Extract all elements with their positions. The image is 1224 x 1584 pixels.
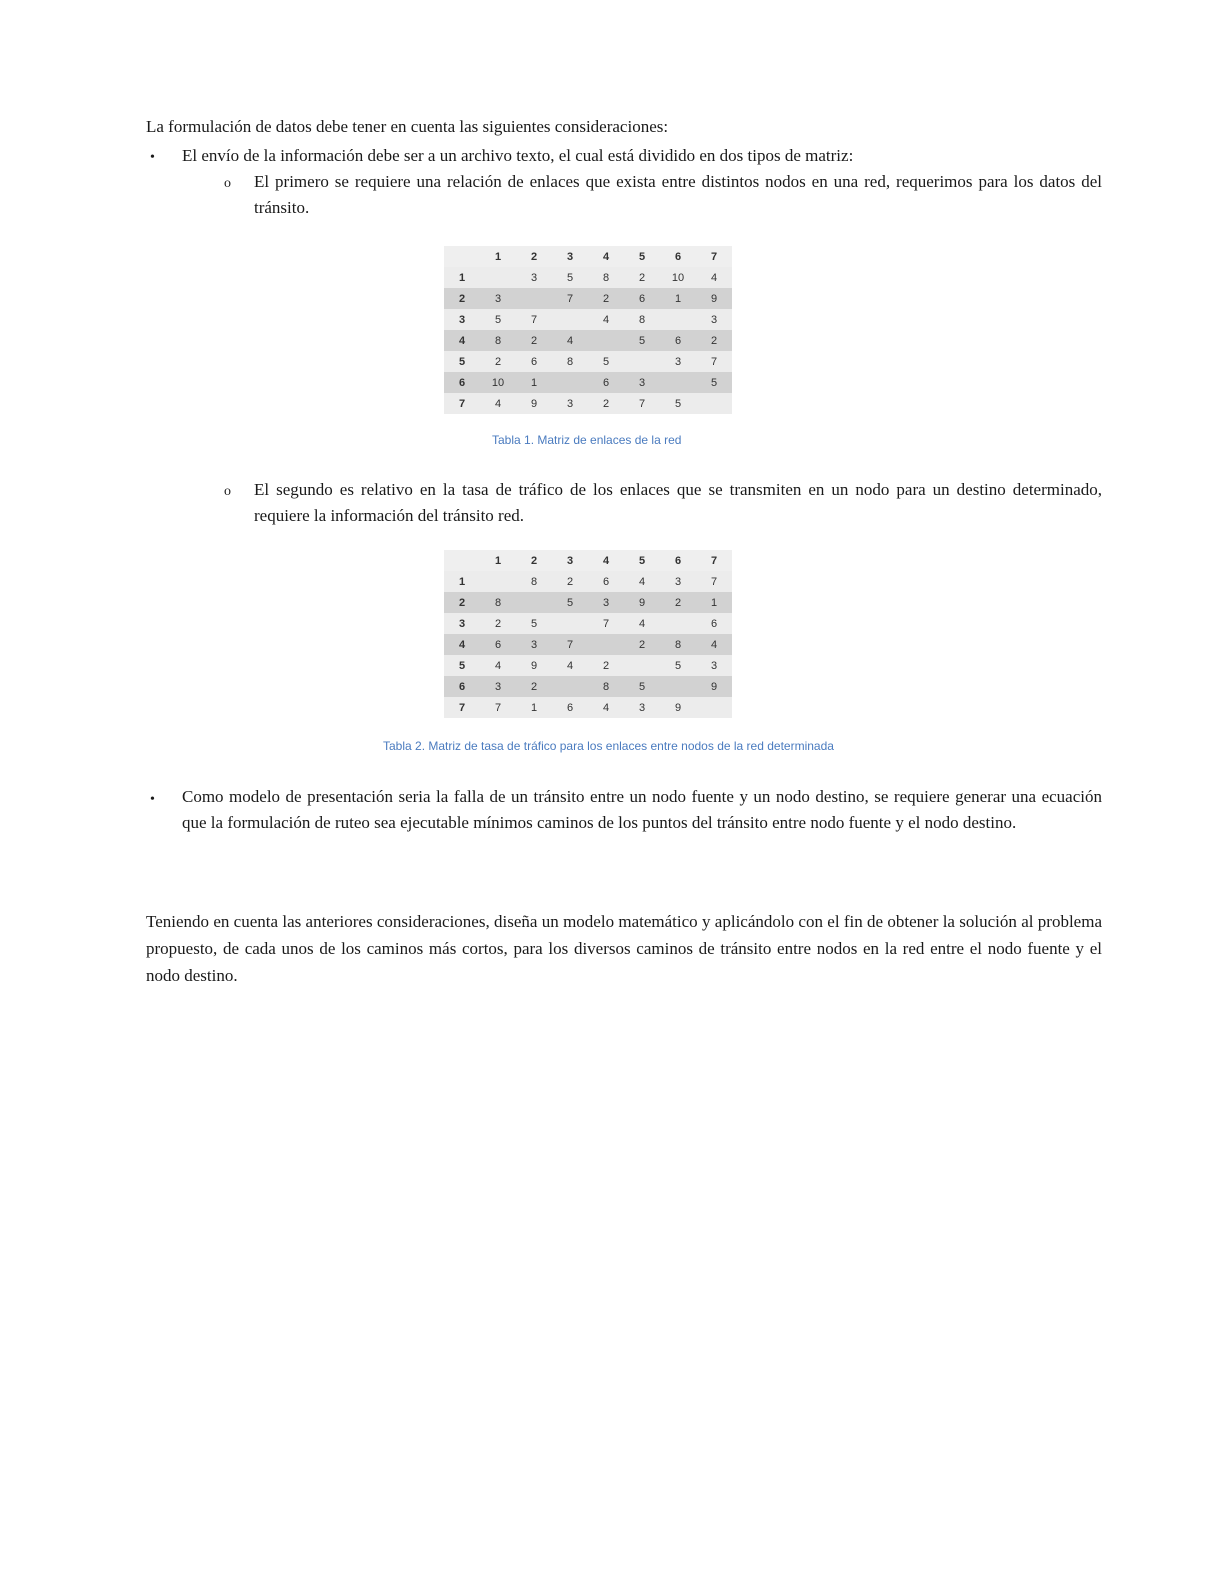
table-cell: 4 <box>624 613 660 634</box>
table-cell: 2 <box>696 330 732 351</box>
table-row <box>444 571 732 592</box>
table-cell: 7 <box>480 697 516 718</box>
table-cell <box>552 613 588 634</box>
table-cell: 5 <box>696 372 732 393</box>
intro-line: La formulación de datos debe tener en cuenta las siguientes consideraciones: <box>146 117 669 136</box>
table-cell: 5 <box>660 393 696 414</box>
table-cell: 5 <box>552 592 588 613</box>
table-cell: 10 <box>480 372 516 393</box>
table-cell: 2 <box>588 288 624 309</box>
matrix-table-1 <box>444 246 732 414</box>
table-cell <box>552 372 588 393</box>
column-header-cell: 6 <box>660 246 696 267</box>
table-cell <box>624 351 660 372</box>
table-cell <box>480 571 516 592</box>
row-header-cell: 1 <box>444 571 480 592</box>
table-cell: 3 <box>480 676 516 697</box>
table-row <box>444 613 732 634</box>
table-header-row <box>444 550 732 571</box>
table-cell: 1 <box>516 372 552 393</box>
table-1-caption: Tabla 1. Matriz de enlaces de la red <box>492 433 682 447</box>
table-cell: 1 <box>660 288 696 309</box>
table-cell: 7 <box>516 309 552 330</box>
table-cell: 8 <box>480 330 516 351</box>
table-cell: 3 <box>696 655 732 676</box>
column-header-cell: 7 <box>696 550 732 571</box>
table-cell: 3 <box>660 351 696 372</box>
row-header-cell: 6 <box>444 676 480 697</box>
table-row <box>444 655 732 676</box>
table-cell: 2 <box>516 676 552 697</box>
column-header-cell <box>444 550 480 571</box>
sub-bullet-1-text: El primero se requiere una relación de enlaces que exista entre distintos nodos en una red, requerimos para los datos del tránsito. <box>254 172 1102 217</box>
table-cell: 5 <box>588 351 624 372</box>
table-cell: 9 <box>696 288 732 309</box>
table-cell: 9 <box>660 697 696 718</box>
table-cell: 2 <box>480 613 516 634</box>
row-header-cell: 2 <box>444 288 480 309</box>
table-cell: 6 <box>624 288 660 309</box>
table-cell: 2 <box>624 634 660 655</box>
table-cell <box>516 592 552 613</box>
table-cell: 2 <box>588 393 624 414</box>
table-cell: 6 <box>480 634 516 655</box>
column-header-cell: 5 <box>624 246 660 267</box>
table-cell: 4 <box>480 393 516 414</box>
table-cell: 5 <box>660 655 696 676</box>
table-cell: 3 <box>588 592 624 613</box>
table-cell: 8 <box>480 592 516 613</box>
table-cell: 3 <box>624 697 660 718</box>
row-header-cell: 7 <box>444 697 480 718</box>
table-cell: 3 <box>516 634 552 655</box>
table-cell: 4 <box>588 697 624 718</box>
table-cell: 9 <box>696 676 732 697</box>
table-cell: 3 <box>660 571 696 592</box>
table-header-row <box>444 246 732 267</box>
table-cell: 4 <box>696 634 732 655</box>
column-header-cell: 6 <box>660 550 696 571</box>
table-cell: 2 <box>552 571 588 592</box>
table-cell: 3 <box>516 267 552 288</box>
table-cell: 5 <box>516 613 552 634</box>
table-cell: 6 <box>516 351 552 372</box>
column-header-cell: 4 <box>588 550 624 571</box>
table-cell: 3 <box>696 309 732 330</box>
column-header-cell: 5 <box>624 550 660 571</box>
table-row <box>444 592 732 613</box>
table-cell: 4 <box>588 309 624 330</box>
table-cell <box>480 267 516 288</box>
table-cell: 4 <box>480 655 516 676</box>
table-cell <box>552 676 588 697</box>
row-header-cell: 4 <box>444 330 480 351</box>
sub-bullet-icon: o <box>224 484 231 499</box>
row-header-cell: 7 <box>444 393 480 414</box>
table-cell: 1 <box>696 592 732 613</box>
table-cell: 4 <box>624 571 660 592</box>
table-2-caption: Tabla 2. Matriz de tasa de tráfico para los enlaces entre nodos de la red determinada <box>383 739 834 753</box>
table-cell: 7 <box>696 571 732 592</box>
sub-bullet-icon: o <box>224 176 231 191</box>
table-cell: 8 <box>588 676 624 697</box>
table-cell <box>588 330 624 351</box>
table-cell: 5 <box>480 309 516 330</box>
table-cell: 2 <box>516 330 552 351</box>
column-header-cell: 1 <box>480 550 516 571</box>
table-cell: 3 <box>552 393 588 414</box>
table-row <box>444 393 732 414</box>
column-header-cell: 1 <box>480 246 516 267</box>
column-header-cell <box>444 246 480 267</box>
bullet-icon: • <box>150 150 155 165</box>
table-cell: 7 <box>624 393 660 414</box>
column-header-cell: 2 <box>516 246 552 267</box>
table-cell: 5 <box>624 330 660 351</box>
table-cell: 5 <box>552 267 588 288</box>
table-cell: 9 <box>516 655 552 676</box>
row-header-cell: 6 <box>444 372 480 393</box>
table-row <box>444 330 732 351</box>
matrix-table-2 <box>444 550 732 718</box>
table-cell: 8 <box>660 634 696 655</box>
table-cell: 6 <box>660 330 696 351</box>
table-row <box>444 676 732 697</box>
table-cell <box>588 634 624 655</box>
table-cell: 2 <box>660 592 696 613</box>
table-cell <box>516 288 552 309</box>
table-cell: 6 <box>588 571 624 592</box>
table-cell: 4 <box>552 330 588 351</box>
sub-bullet-2-text: El segundo es relativo en la tasa de tráfico de los enlaces que se transmiten en un nodo para un destino determinado, requiere la información del tránsito red. <box>254 480 1102 525</box>
row-header-cell: 5 <box>444 655 480 676</box>
table-cell: 3 <box>624 372 660 393</box>
table-cell: 7 <box>552 288 588 309</box>
row-header-cell: 3 <box>444 613 480 634</box>
table-cell <box>696 393 732 414</box>
table-cell: 2 <box>588 655 624 676</box>
row-header-cell: 2 <box>444 592 480 613</box>
table-cell <box>660 676 696 697</box>
table-cell: 8 <box>624 309 660 330</box>
row-header-cell: 5 <box>444 351 480 372</box>
table-cell: 6 <box>552 697 588 718</box>
table-cell: 1 <box>516 697 552 718</box>
table-row <box>444 267 732 288</box>
table-cell: 8 <box>588 267 624 288</box>
column-header-cell: 3 <box>552 246 588 267</box>
column-header-cell: 7 <box>696 246 732 267</box>
table-cell: 3 <box>480 288 516 309</box>
bullet-2-text: Como modelo de presentación seria la falla de un tránsito entre un nodo fuente y un nodo destino, se requiere generar una ecuación que la formulación de ruteo sea ejecutable mínimos caminos de los puntos del tránsito entre nodo fuente y el nodo destino. <box>182 787 1102 832</box>
table-cell <box>660 613 696 634</box>
row-header-cell: 1 <box>444 267 480 288</box>
table-row <box>444 309 732 330</box>
table-cell: 9 <box>516 393 552 414</box>
table-cell: 8 <box>552 351 588 372</box>
column-header-cell: 4 <box>588 246 624 267</box>
table-row <box>444 351 732 372</box>
table-cell <box>624 655 660 676</box>
bullet-icon: • <box>150 792 155 807</box>
table-cell: 9 <box>624 592 660 613</box>
table-row <box>444 697 732 718</box>
table-cell <box>696 697 732 718</box>
table-cell: 7 <box>588 613 624 634</box>
table-cell: 6 <box>588 372 624 393</box>
table-cell: 2 <box>480 351 516 372</box>
table-row <box>444 634 732 655</box>
table-cell: 4 <box>696 267 732 288</box>
table-cell: 6 <box>696 613 732 634</box>
table-cell: 5 <box>624 676 660 697</box>
column-header-cell: 3 <box>552 550 588 571</box>
column-header-cell: 2 <box>516 550 552 571</box>
table-cell: 10 <box>660 267 696 288</box>
table-row <box>444 372 732 393</box>
bullet-1-text: El envío de la información debe ser a un archivo texto, el cual está dividido en dos tipos de matriz: <box>182 146 854 165</box>
table-row <box>444 288 732 309</box>
table-cell <box>660 372 696 393</box>
table-cell: 8 <box>516 571 552 592</box>
table-cell: 7 <box>552 634 588 655</box>
table-cell: 7 <box>696 351 732 372</box>
closing-paragraph: Teniendo en cuenta las anteriores consideraciones, diseña un modelo matemático y aplicándolo con el fin de obtener la solución al problema propuesto, de cada unos de los caminos más cortos, para los diversos caminos de tránsito entre nodos en la red entre el nodo fuente y el nodo destino. <box>146 912 1102 985</box>
row-header-cell: 3 <box>444 309 480 330</box>
table-cell: 4 <box>552 655 588 676</box>
table-cell <box>552 309 588 330</box>
table-cell <box>660 309 696 330</box>
row-header-cell: 4 <box>444 634 480 655</box>
table-cell: 2 <box>624 267 660 288</box>
